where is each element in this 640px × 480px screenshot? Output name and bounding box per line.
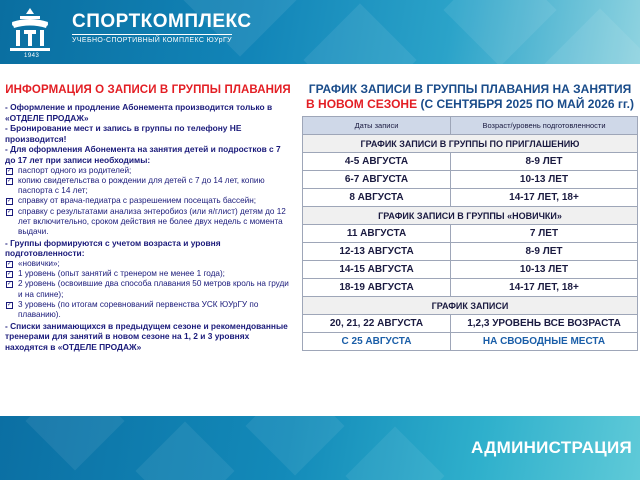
logo[interactable] — [6, 6, 54, 58]
footer-label: АДМИНИСТРАЦИЯ — [470, 438, 632, 457]
list-item — [5, 300, 291, 321]
schedule-title — [302, 72, 638, 112]
section-title: ГРАФИК ЗАПИСИ В ГРУППЫ «НОВИЧКИ» — [303, 207, 638, 225]
section-header-row — [303, 207, 638, 225]
checkbox-icon: ✓ — [7, 167, 13, 174]
info-paragraph: - Бронирование мест и запись в группы по телефону НЕ производится! — [5, 123, 242, 144]
divider — [72, 34, 232, 35]
list-item — [5, 279, 291, 300]
table-header-row — [303, 117, 638, 135]
checkbox-icon: ✓ — [7, 281, 13, 288]
levels-list — [5, 259, 291, 321]
info-paragraph: - Оформление и продление Абонемента производится только в «ОТДЕЛЕ ПРОДАЖ» — [5, 102, 273, 123]
schedule-title-highlight: В НОВОМ СЕЗОНЕ — [306, 97, 418, 111]
list-item-text: 1 уровень (опыт занятий с тренером не менее 1 года); — [18, 269, 225, 279]
list-item-text: копию свидетельства о рождении для детей с 7 до 14 лет, копию паспорта с 14 лет; — [18, 175, 265, 196]
checkbox-icon: ✓ — [7, 177, 13, 184]
age-cell: 8-9 ЛЕТ — [451, 153, 638, 171]
section-header-row — [303, 135, 638, 153]
list-item-text: паспорт одного из родителей; — [18, 165, 132, 175]
brand-name: СПОРТКОМПЛЕКС — [72, 11, 252, 32]
table-row — [303, 189, 638, 207]
list-item — [5, 176, 291, 197]
footer-banner — [0, 416, 640, 480]
section-header-row — [303, 297, 638, 315]
table-row — [303, 279, 638, 297]
info-title: ИНФОРМАЦИЯ О ЗАПИСИ В ГРУППЫ ПЛАВАНИЯ — [5, 84, 291, 96]
brand-subtitle: УЧЕБНО-СПОРТИВНЫЙ КОМПЛЕКС ЮУрГУ — [72, 37, 232, 44]
date-cell: 4-5 АВГУСТА — [303, 153, 451, 171]
age-cell: 8-9 ЛЕТ — [451, 243, 638, 261]
header-banner — [0, 0, 640, 64]
age-cell: 14-17 ЛЕТ, 18+ — [451, 189, 638, 207]
decor-shape — [346, 427, 445, 480]
list-item-text: 2 уровень (освоившие два способа плавания 50 метров кроль на груди и на спине); — [18, 279, 289, 299]
date-cell: 18-19 АВГУСТА — [303, 279, 451, 297]
logo-emblem-icon — [6, 6, 54, 58]
info-paragraph: - Списки занимающихся в предыдущем сезоне и рекомендованные тренерами для занятий в новом сезоне на 1, 2 и 3 уровнях находятся в «ОТДЕЛЕ ПРОДАЖ» — [5, 320, 288, 352]
checkbox-icon: ✓ — [7, 260, 13, 267]
info-section — [5, 72, 291, 412]
table-row — [303, 261, 638, 279]
schedule-table — [302, 116, 638, 351]
column-header-dates: Даты записи — [303, 117, 451, 135]
section-title: ГРАФИК ЗАПИСИ — [303, 297, 638, 315]
date-cell: 6-7 АВГУСТА — [303, 171, 451, 189]
schedule-title-line1: ГРАФИК ЗАПИСИ В ГРУППЫ ПЛАВАНИЯ НА ЗАНЯТИЯ — [308, 82, 632, 96]
table-row — [303, 243, 638, 261]
schedule-section — [302, 72, 638, 412]
date-cell: С 25 АВГУСТА — [303, 333, 451, 351]
age-cell: 14-17 ЛЕТ, 18+ — [451, 279, 638, 297]
info-paragraph: - Группы формируются с учетом возраста и уровня подготовленности: — [5, 237, 221, 259]
decor-shape — [246, 416, 345, 475]
list-item-text: «новички»; — [18, 258, 60, 268]
checkbox-icon: ✓ — [7, 208, 13, 215]
table-row — [303, 333, 638, 351]
table-row — [303, 153, 638, 171]
age-cell: 7 ЛЕТ — [451, 225, 638, 243]
logo-year: 1943 — [24, 53, 40, 59]
table-row — [303, 171, 638, 189]
schedule-title-period: (С СЕНТЯБРЯ 2025 ПО МАЙ 2026 гг.) — [417, 97, 634, 111]
date-cell: 8 АВГУСТА — [303, 189, 451, 207]
date-cell: 14-15 АВГУСТА — [303, 261, 451, 279]
decor-shape — [136, 422, 235, 480]
column-header-age: Возраст/уровень подготовленности — [451, 117, 638, 135]
list-item — [5, 259, 291, 269]
list-item-text: справку от врача-педиатра с разрешением посещать бассейн; — [18, 196, 257, 206]
decor-shape — [26, 416, 125, 470]
checkbox-icon: ✓ — [7, 302, 13, 309]
age-cell: НА СВОБОДНЫЕ МЕСТА — [451, 333, 638, 351]
list-item — [5, 207, 291, 238]
list-item-text: 3 уровень (по итогам соревнований первенства УСК ЮУрГУ по плаванию). — [18, 300, 259, 320]
list-item — [5, 166, 291, 176]
date-cell: 20, 21, 22 АВГУСТА — [303, 315, 451, 333]
checkbox-icon: ✓ — [7, 271, 13, 278]
age-cell: 10-13 ЛЕТ — [451, 171, 638, 189]
list-item — [5, 269, 291, 279]
table-row — [303, 225, 638, 243]
brand — [72, 12, 252, 44]
date-cell: 11 АВГУСТА — [303, 225, 451, 243]
list-item-text: справку с результатами анализа энтеробиоз (или я/глист) детям до 12 лет включительно, сроком действия не более двух недель с момента выдачи. — [18, 206, 286, 237]
age-cell: 1,2,3 УРОВЕНЬ ВСЕ ВОЗРАСТА — [451, 315, 638, 333]
checkbox-icon: ✓ — [7, 198, 13, 205]
decor-shape — [303, 3, 416, 64]
decor-shape — [443, 0, 556, 64]
age-cell: 10-13 ЛЕТ — [451, 261, 638, 279]
table-row — [303, 315, 638, 333]
documents-list — [5, 166, 291, 238]
date-cell: 12-13 АВГУСТА — [303, 243, 451, 261]
section-title: ГРАФИК ЗАПИСИ В ГРУППЫ ПО ПРИГЛАШЕНИЮ — [303, 135, 638, 153]
list-item — [5, 196, 291, 206]
info-paragraph: - Для оформления Абонемента на занятия детей и подростков с 7 до 17 лет при записи необходимы: — [5, 144, 281, 165]
decor-shape — [543, 8, 640, 64]
